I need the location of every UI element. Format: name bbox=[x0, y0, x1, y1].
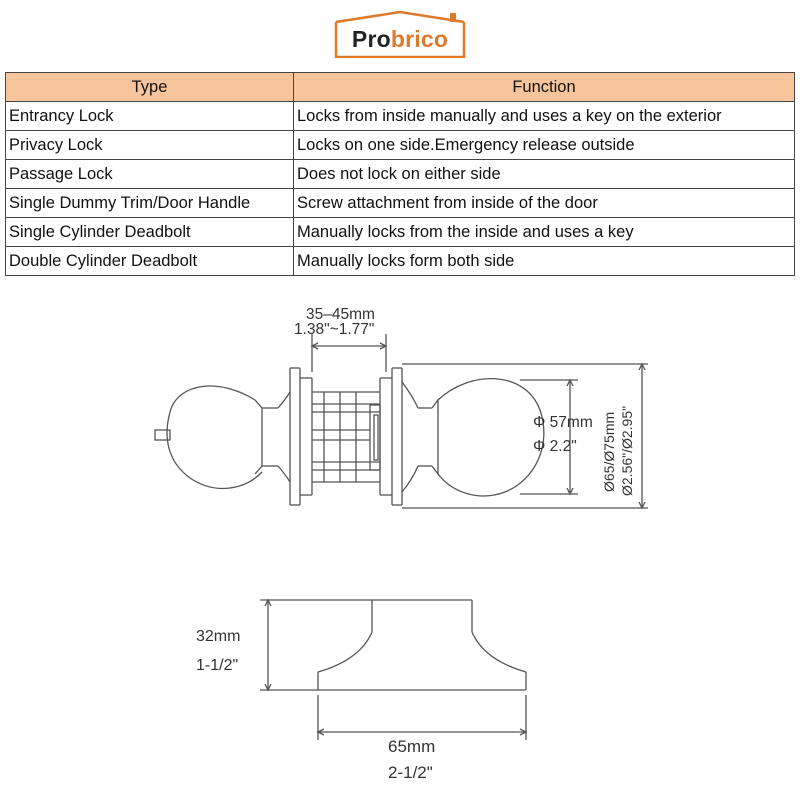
cell-type: Privacy Lock bbox=[6, 131, 294, 160]
rose-width-mm-label: 65mm bbox=[388, 737, 436, 756]
brand-name-pro: Pro bbox=[351, 26, 391, 52]
cell-type: Double Cylinder Deadbolt bbox=[6, 247, 294, 276]
rose-width-in-label: 2-1/2" bbox=[388, 763, 433, 782]
cell-type: Single Dummy Trim/Door Handle bbox=[6, 189, 294, 218]
rose-diameter-mm-label: Ø65/Ø75mm bbox=[601, 411, 617, 492]
left-rose bbox=[290, 368, 312, 505]
knob-diameter-dimension bbox=[520, 380, 578, 494]
header-type: Type bbox=[6, 73, 294, 102]
cell-function: Manually locks from the inside and uses a key bbox=[294, 218, 795, 247]
cell-function: Locks from inside manually and uses a key on the exterior bbox=[294, 102, 795, 131]
door-thickness-in-label: 1.38"~1.77" bbox=[294, 321, 375, 338]
rose-height-in-label: 1-1/2" bbox=[196, 657, 239, 674]
rose-width-dimension bbox=[318, 695, 526, 740]
right-knob bbox=[402, 379, 544, 496]
brand-name-brico: brico bbox=[390, 26, 449, 52]
rose-height-dimension bbox=[260, 600, 372, 690]
knob-diameter-mm-label: Φ 57mm bbox=[533, 414, 593, 431]
cell-type: Entrancy Lock bbox=[6, 102, 294, 131]
latch-mechanism bbox=[312, 392, 380, 482]
cell-function: Locks on one side.Emergency release outside bbox=[294, 131, 795, 160]
left-knob bbox=[167, 386, 290, 488]
right-rose bbox=[380, 368, 402, 505]
rose-diameter-in-label: Ø2.56"/Ø2.95" bbox=[619, 405, 635, 496]
rose-height-mm-label: 32mm bbox=[196, 628, 241, 645]
cell-function: Manually locks form both side bbox=[294, 247, 795, 276]
door-thickness-mm-label: 35–45mm bbox=[306, 306, 375, 323]
cell-type: Passage Lock bbox=[6, 160, 294, 189]
header-function: Function bbox=[294, 73, 795, 102]
cell-function: Does not lock on either side bbox=[294, 160, 795, 189]
rose-profile bbox=[318, 600, 526, 690]
door-thickness-dimension bbox=[312, 334, 386, 372]
cell-function: Screw attachment from inside of the door bbox=[294, 189, 795, 218]
knob-diameter-in-label: Φ 2.2" bbox=[533, 438, 577, 455]
cell-type: Single Cylinder Deadbolt bbox=[6, 218, 294, 247]
